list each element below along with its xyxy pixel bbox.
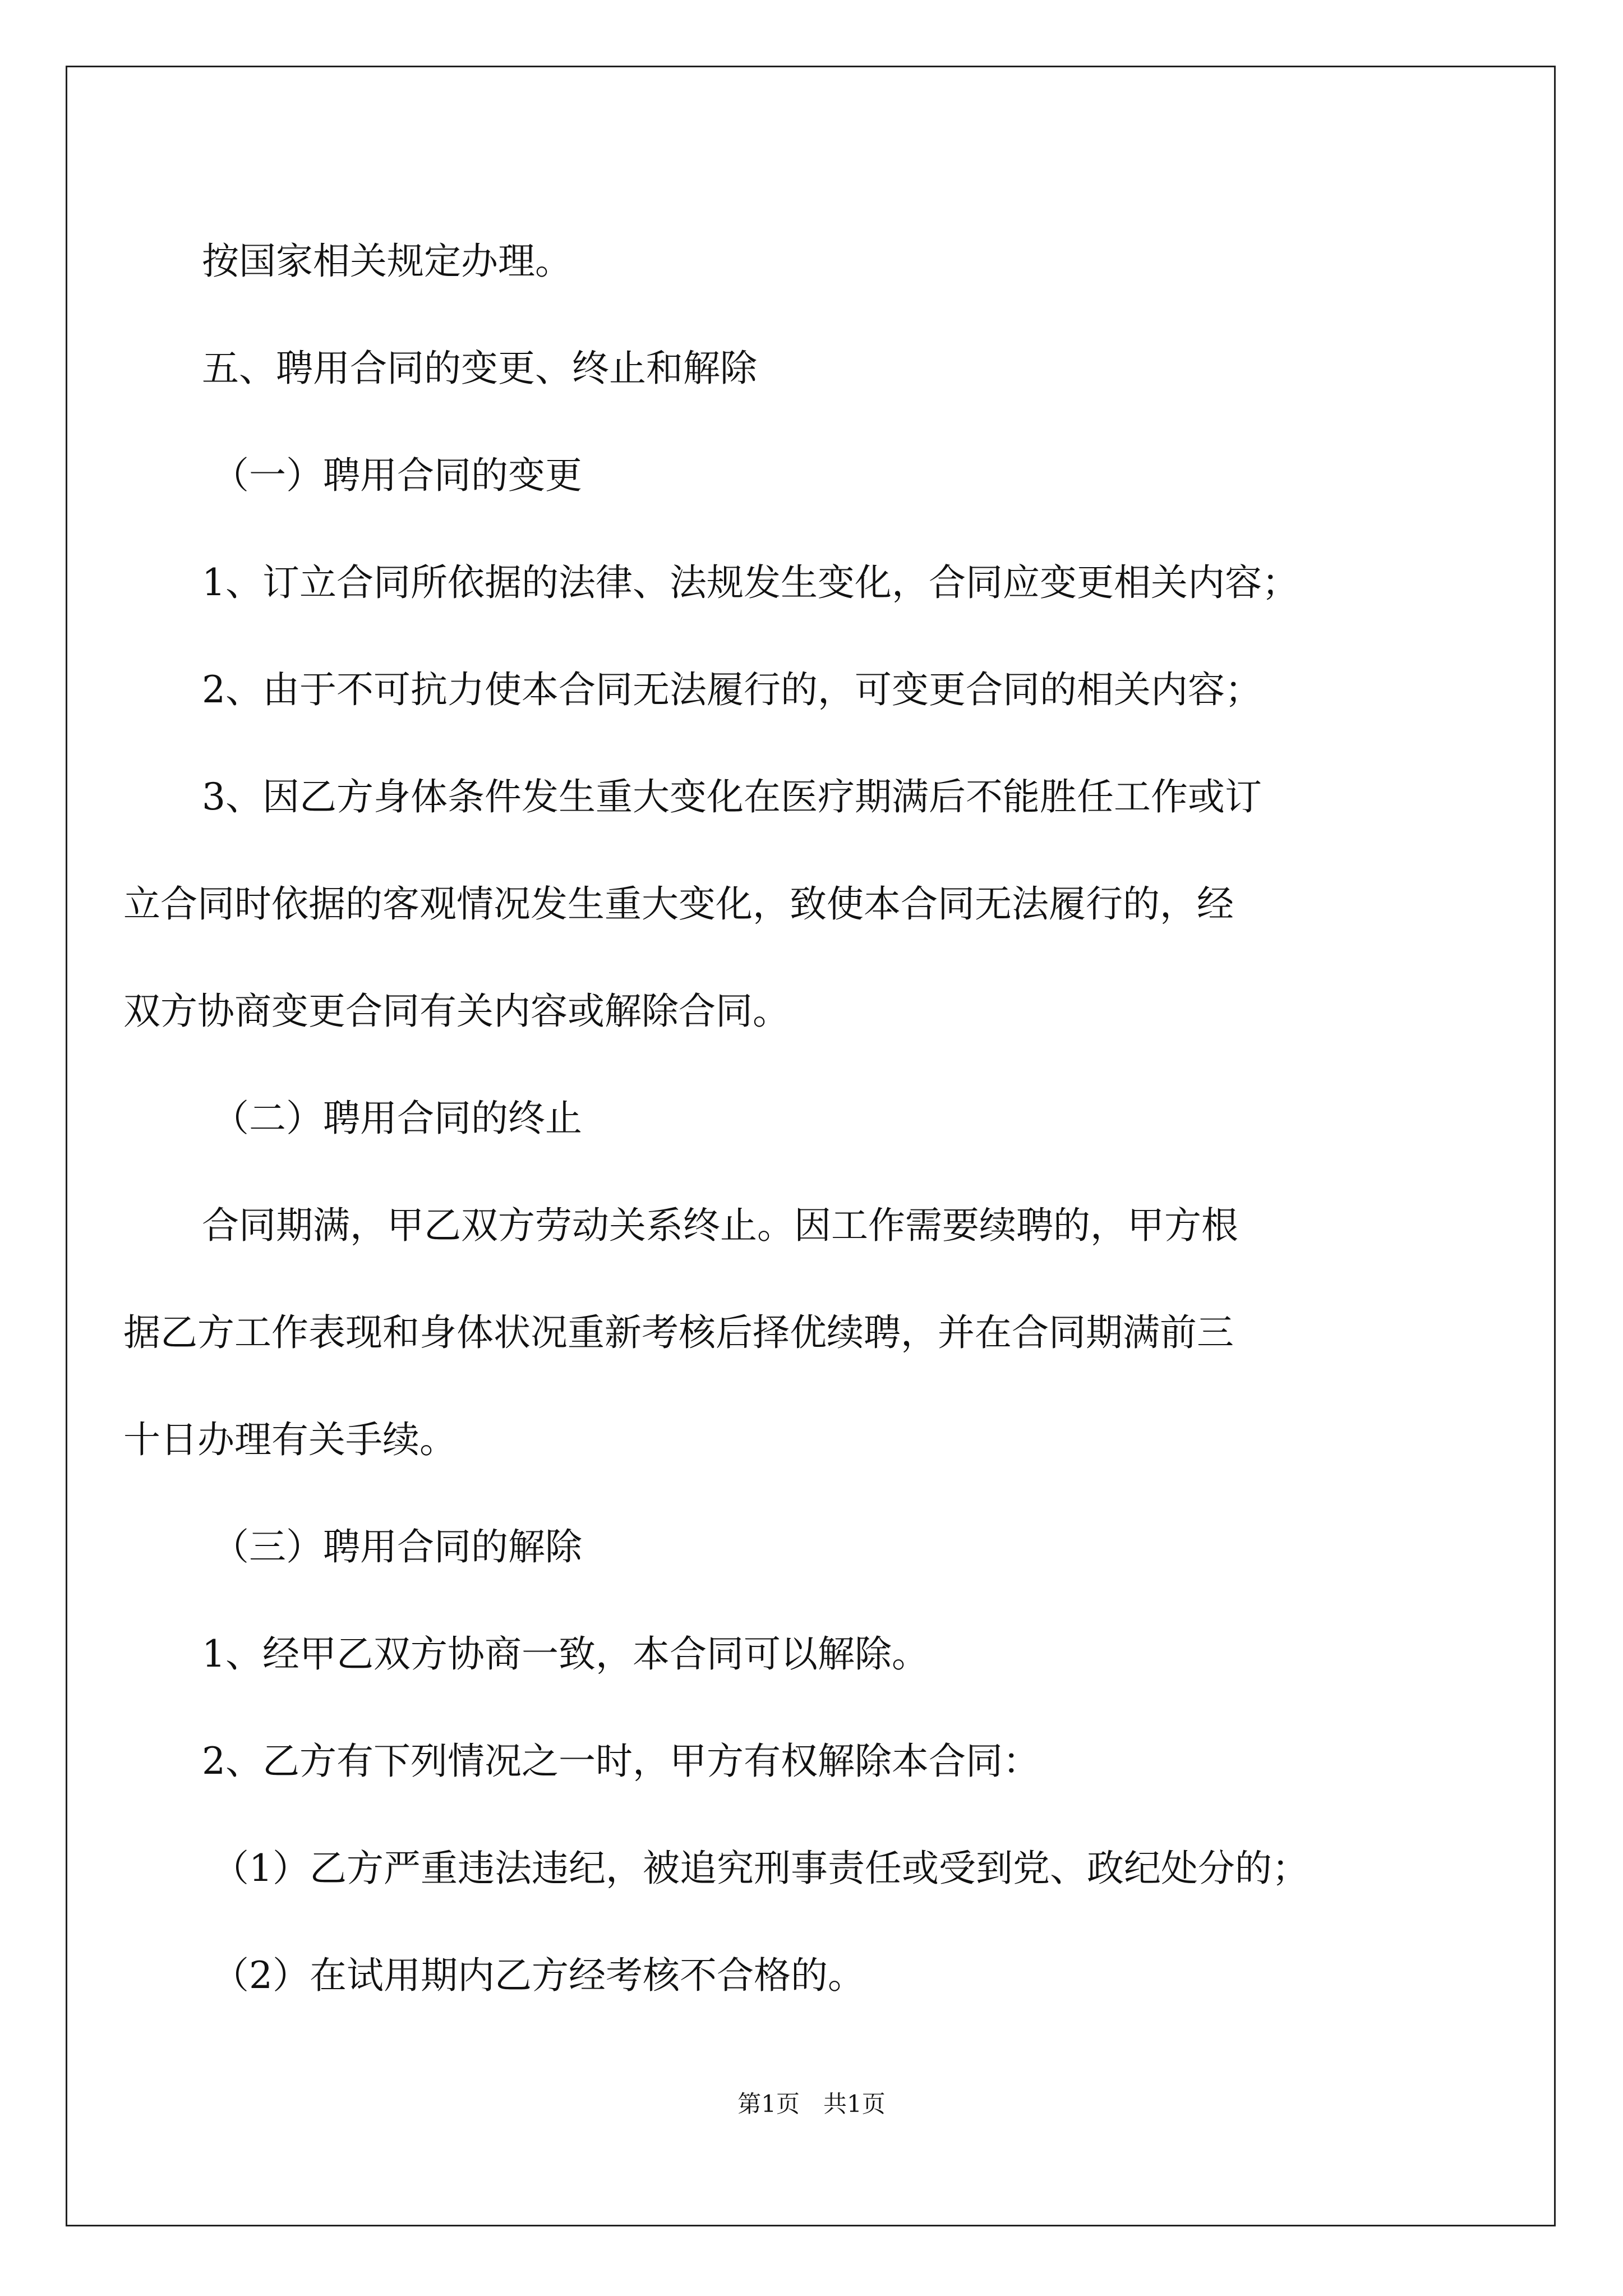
paragraph-line: 双方协商变更合同有关内容或解除合同。 (123, 990, 790, 1033)
section-heading: 五、聘用合同的变更、终止和解除 (202, 347, 757, 390)
paragraph-line: 合同期满，甲乙双方劳动关系终止。因工作需要续聘的，甲方根 (202, 1204, 1238, 1247)
paragraph-line: （2）在试用期内乙方经考核不合格的。 (212, 1954, 865, 1997)
paragraph-line: 十日办理有关手续。 (123, 1418, 457, 1461)
paragraph-line: 立合同时依据的客观情况发生重大变化，致使本合同无法履行的，经 (123, 882, 1234, 926)
subsection-heading: （二）聘用合同的终止 (212, 1097, 582, 1140)
paragraph-line: 据乙方工作表现和身体状况重新考核后择优续聘，并在合同期满前三 (123, 1311, 1234, 1354)
paragraph-line: 3、因乙方身体条件发生重大变化在医疗期满后不能胜任工作或订 (202, 775, 1262, 818)
document-body (123, 208, 1436, 2029)
paragraph-line: 2、乙方有下列情况之一时，甲方有权解除本合同： (202, 1740, 1040, 1783)
paragraph-line: 1、订立合同所依据的法律、法规发生变化，合同应变更相关内容； (202, 561, 1299, 604)
paragraph-line: （1）乙方严重违法违纪，被追究刑事责任或受到党、政纪处分的； (212, 1847, 1309, 1890)
page-footer: 第1页 共1页 (737, 2090, 886, 2118)
paragraph-line: 1、经甲乙双方协商一致，本合同可以解除。 (202, 1632, 929, 1676)
paragraph-line: 2、由于不可抗力使本合同无法履行的，可变更合同的相关内容； (202, 668, 1262, 711)
subsection-heading: （一）聘用合同的变更 (212, 454, 582, 497)
subsection-heading: （三）聘用合同的解除 (212, 1525, 582, 1568)
paragraph-line: 按国家相关规定办理。 (202, 240, 572, 283)
